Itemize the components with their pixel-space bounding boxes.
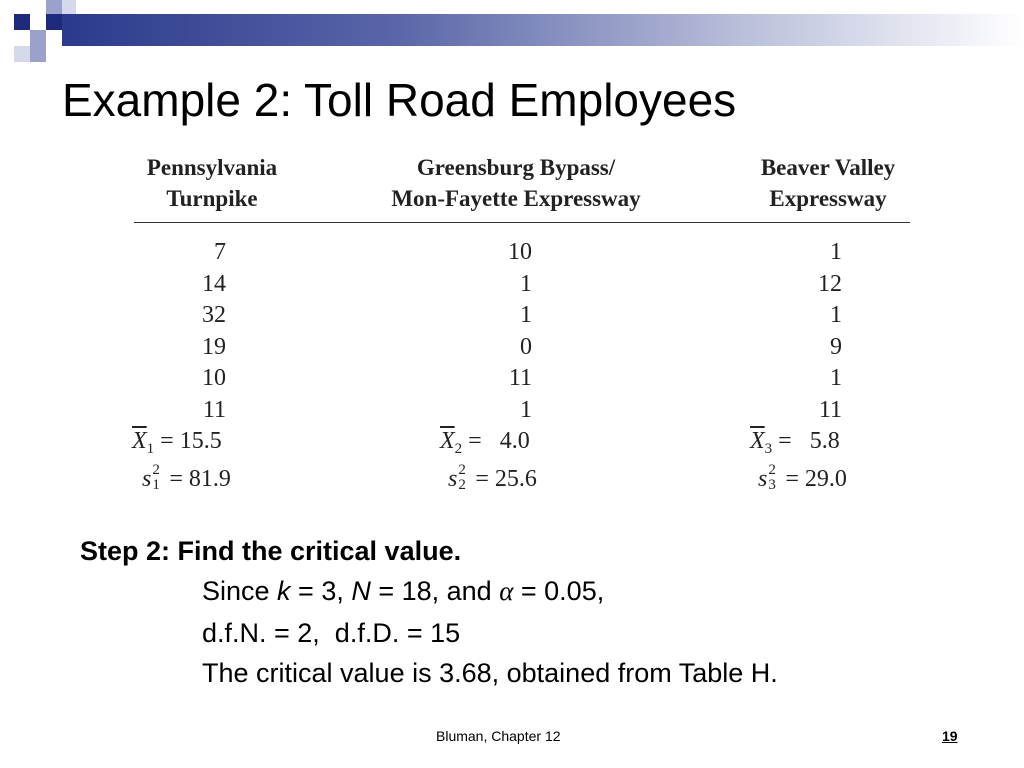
variance-greensburg <box>448 462 537 493</box>
mean-symbol: $\overline{X}$ <box>132 428 147 454</box>
table-cell: 14 <box>202 270 226 297</box>
mean-subscript: 1 <box>146 441 155 457</box>
table-cell: 10 <box>202 365 226 391</box>
page-number: 19 <box>942 728 958 744</box>
table-cell: 11 <box>508 365 532 391</box>
mean-symbol: $\overline{X}$ <box>440 428 455 454</box>
table-cell: 32 <box>202 302 226 328</box>
variance-superscript: 2 <box>152 462 160 478</box>
column-header-greensburg <box>356 152 676 214</box>
values-column-beaver-valley <box>792 237 842 426</box>
variance-subscript: 2 <box>458 477 466 493</box>
variance-symbol: s <box>142 466 152 492</box>
header-line: Beaver Valley <box>760 155 896 180</box>
values-column-greensburg <box>482 237 532 426</box>
column-header-beaver-valley <box>728 152 928 214</box>
header-line: Expressway <box>769 186 887 211</box>
table-cell: 1 <box>830 365 842 391</box>
table-cell: 1 <box>520 302 532 328</box>
table-cell: 1 <box>830 239 842 265</box>
decor-square <box>62 0 76 14</box>
table-cell: 19 <box>202 333 226 360</box>
variance-beaver-valley <box>758 462 847 493</box>
footer-source: Bluman, Chapter 12 <box>436 728 561 744</box>
variance-superscript: 2 <box>458 462 466 478</box>
step-line-df: d.f.N. = 2, d.f.D. = 15 <box>202 618 461 648</box>
mean-value: = 5.8 <box>778 428 840 454</box>
symbol-k: k <box>277 576 291 606</box>
slide-title: Example 2: Toll Road Employees <box>62 74 737 126</box>
mean-subscript: 3 <box>764 441 773 457</box>
mean-subscript: 2 <box>454 441 463 457</box>
table-cell: 9 <box>830 333 842 360</box>
variance-value: = 81.9 <box>169 466 231 492</box>
variance-pennsylvania <box>142 462 231 493</box>
decor-square <box>14 46 30 62</box>
symbol-n: N <box>351 576 371 606</box>
header-line: Greensburg Bypass/ <box>416 155 616 180</box>
table-cell: 1 <box>520 396 532 423</box>
variance-subscript: 1 <box>152 477 160 493</box>
decor-square <box>46 14 62 30</box>
variance-value: = 25.6 <box>475 466 537 492</box>
header-line: Turnpike <box>166 186 258 211</box>
variance-indices <box>767 462 779 493</box>
symbol-alpha: α <box>499 576 514 606</box>
variance-symbol: s <box>758 466 768 492</box>
step-heading: Step 2: Find the critical value. <box>80 536 462 566</box>
variance-subscript: 3 <box>768 477 776 493</box>
header-line: Pennsylvania <box>146 155 278 180</box>
table-cell: 1 <box>520 270 532 297</box>
step-line-given <box>202 574 604 608</box>
step-line-critical-value: The critical value is 3.68, obtained from Table H. <box>202 658 778 688</box>
table-cell: 12 <box>818 270 842 297</box>
mean-pennsylvania <box>132 428 222 458</box>
mean-value: = 4.0 <box>468 428 530 454</box>
variance-value: = 29.0 <box>785 466 847 492</box>
variance-symbol: s <box>448 466 458 492</box>
variance-indices <box>457 462 469 493</box>
header-gradient-bar <box>62 14 1024 46</box>
mean-symbol: $\overline{X}$ <box>750 428 765 454</box>
mean-greensburg <box>440 428 530 458</box>
decor-square <box>30 30 46 46</box>
table-cell: 1 <box>830 302 842 328</box>
column-header-pennsylvania <box>112 152 312 214</box>
table-cell: 11 <box>818 396 842 423</box>
mean-value: = 15.5 <box>160 428 222 454</box>
header-line: Mon-Fayette Expressway <box>391 186 641 211</box>
mean-beaver-valley <box>750 428 840 458</box>
decor-square <box>30 46 46 62</box>
table-cell: 11 <box>202 396 226 423</box>
text-span: = 3, <box>290 576 352 606</box>
table-divider <box>134 222 910 223</box>
table-cell: 7 <box>214 239 226 265</box>
table-cell: 0 <box>520 333 532 360</box>
decor-square <box>14 14 30 30</box>
decor-square <box>46 0 62 14</box>
text-span: Since <box>202 576 278 606</box>
text-span: = 18, and <box>370 576 500 606</box>
variance-superscript: 2 <box>768 462 776 478</box>
text-span: = 0.05, <box>513 576 605 606</box>
table-cell: 10 <box>508 239 532 265</box>
values-column-pennsylvania <box>176 237 226 426</box>
variance-indices <box>151 462 163 493</box>
